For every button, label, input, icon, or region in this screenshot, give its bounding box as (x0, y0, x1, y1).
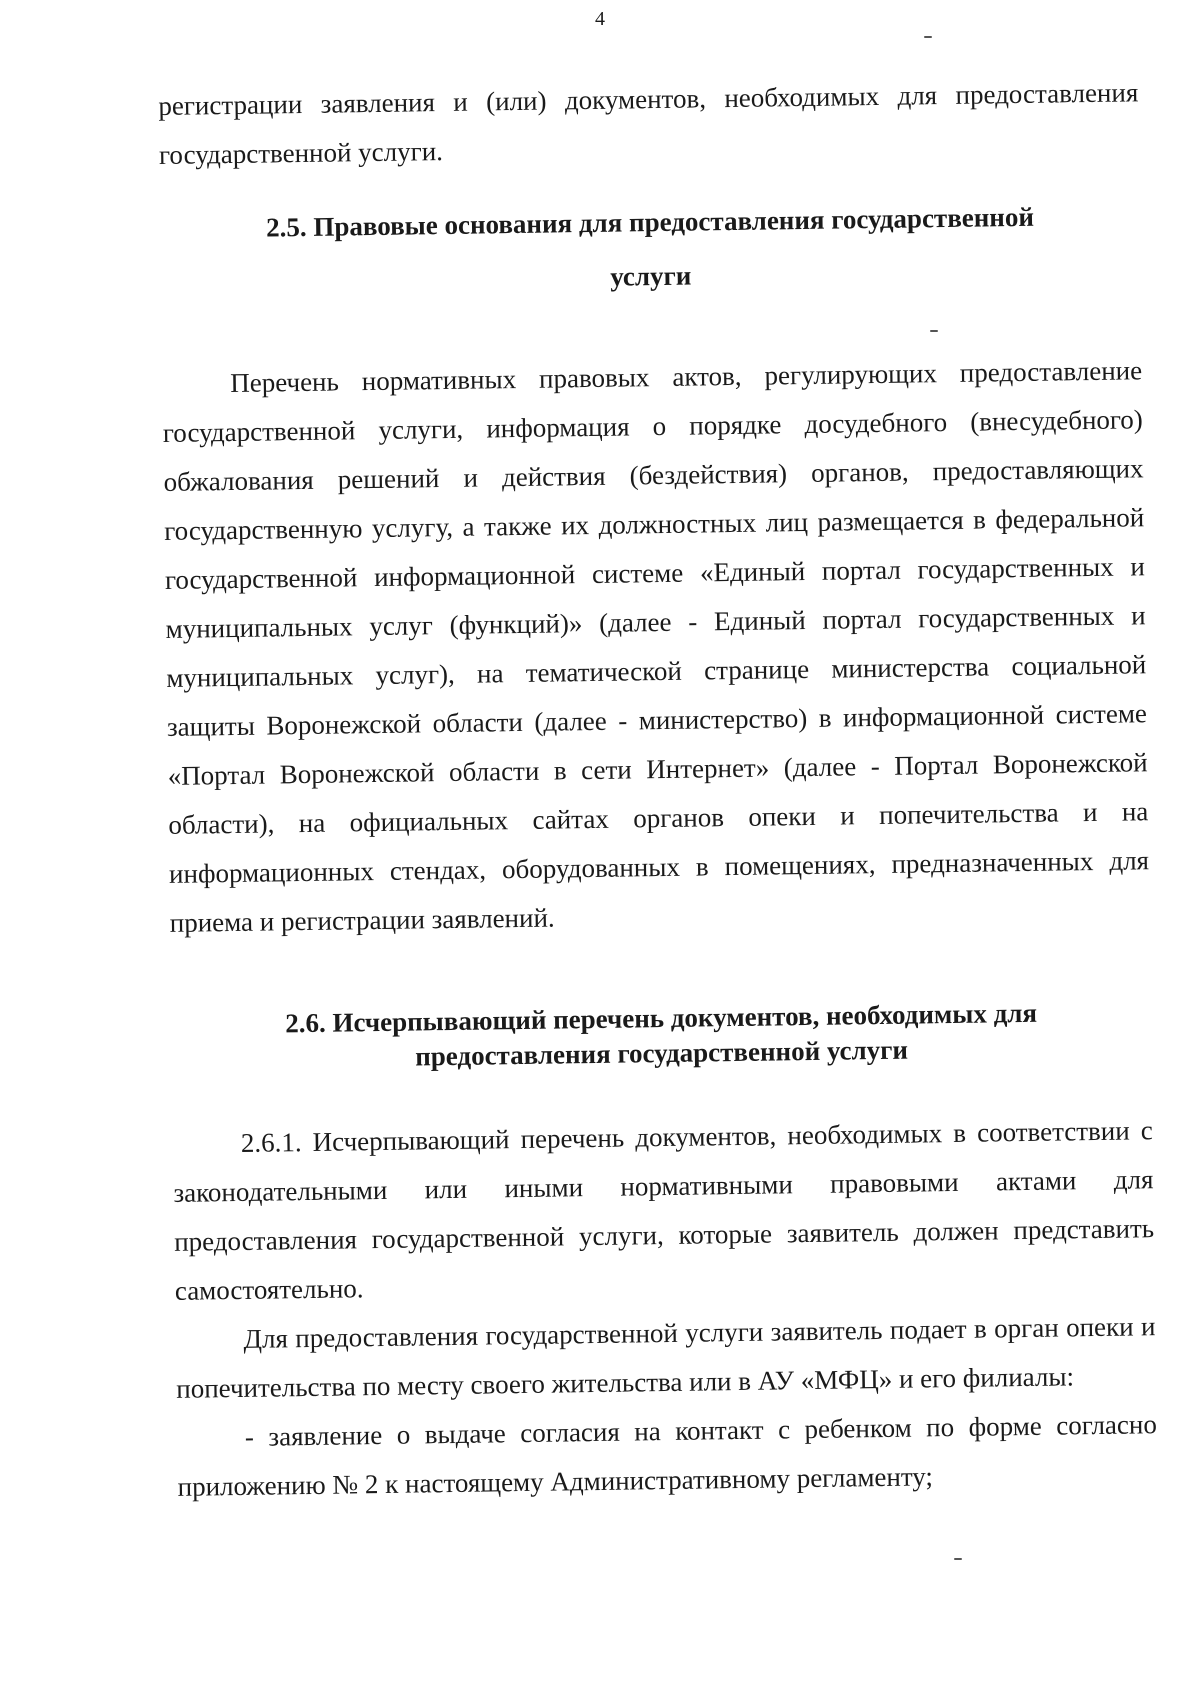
scan-mark (954, 1558, 962, 1560)
section-2-5-heading (160, 188, 1141, 310)
document-body (158, 68, 1158, 1512)
section-heading-line: предоставления государственной услуги (415, 1034, 909, 1072)
submission-paragraph: Для предоставления государственной услуги заявитель подает в орган опеки и попечительства по месту своего жительства или в АУ «МФЦ» и его филиалы: (176, 1311, 1156, 1404)
section-heading-line: услуги (609, 260, 692, 292)
section-heading-line: 2.5. Правовые основания для предоставления государственной (265, 201, 1035, 243)
section-heading-line: 2.6. Исчерпывающий перечень документов, необходимых для (285, 997, 1038, 1039)
scan-mark (924, 36, 932, 38)
list-item-application: - заявление о выдаче согласия на контакт с ребенком по форме согласно приложению № 2 к настоящему Административному регламенту; (177, 1409, 1158, 1502)
intro-paragraph: регистрации заявления и (или) документов, необходимых для предоставления государственной услуги. (158, 77, 1139, 170)
page-number: 4 (595, 8, 605, 30)
section-2-6-1-paragraph: 2.6.1. Исчерпывающий перечень документов, необходимых в соответствии с законодательными или иными нормативными правовыми актами для предоставления государственной услуги, которые заявитель должен представить самостоятельно. (173, 1115, 1155, 1306)
section-2-5-paragraph: Перечень нормативных правовых актов, регулирующих предоставление государственной услуги, информация о порядке досудебного (внесудебного) обжалования решений и действия (бездействия) органов, предоставляющих государственную услугу, а также их должностных лиц размещается в федеральной государственной информационной системе «Единый портал государственных и муниципальных услуг (функций)» (далее - Единый портал государственных и муниципальных услуг), на тематической странице министерства социальной защиты Воронежской области (далее - министерство) в информационной системе «Портал Воронежской области в сети Интернет» (далее - Портал Воронежской области), на официальных сайтах органов опеки и попечительства и на информационных стендах, оборудованных в помещениях, предназначенных для приема и регистрации заявлений. (162, 355, 1150, 938)
